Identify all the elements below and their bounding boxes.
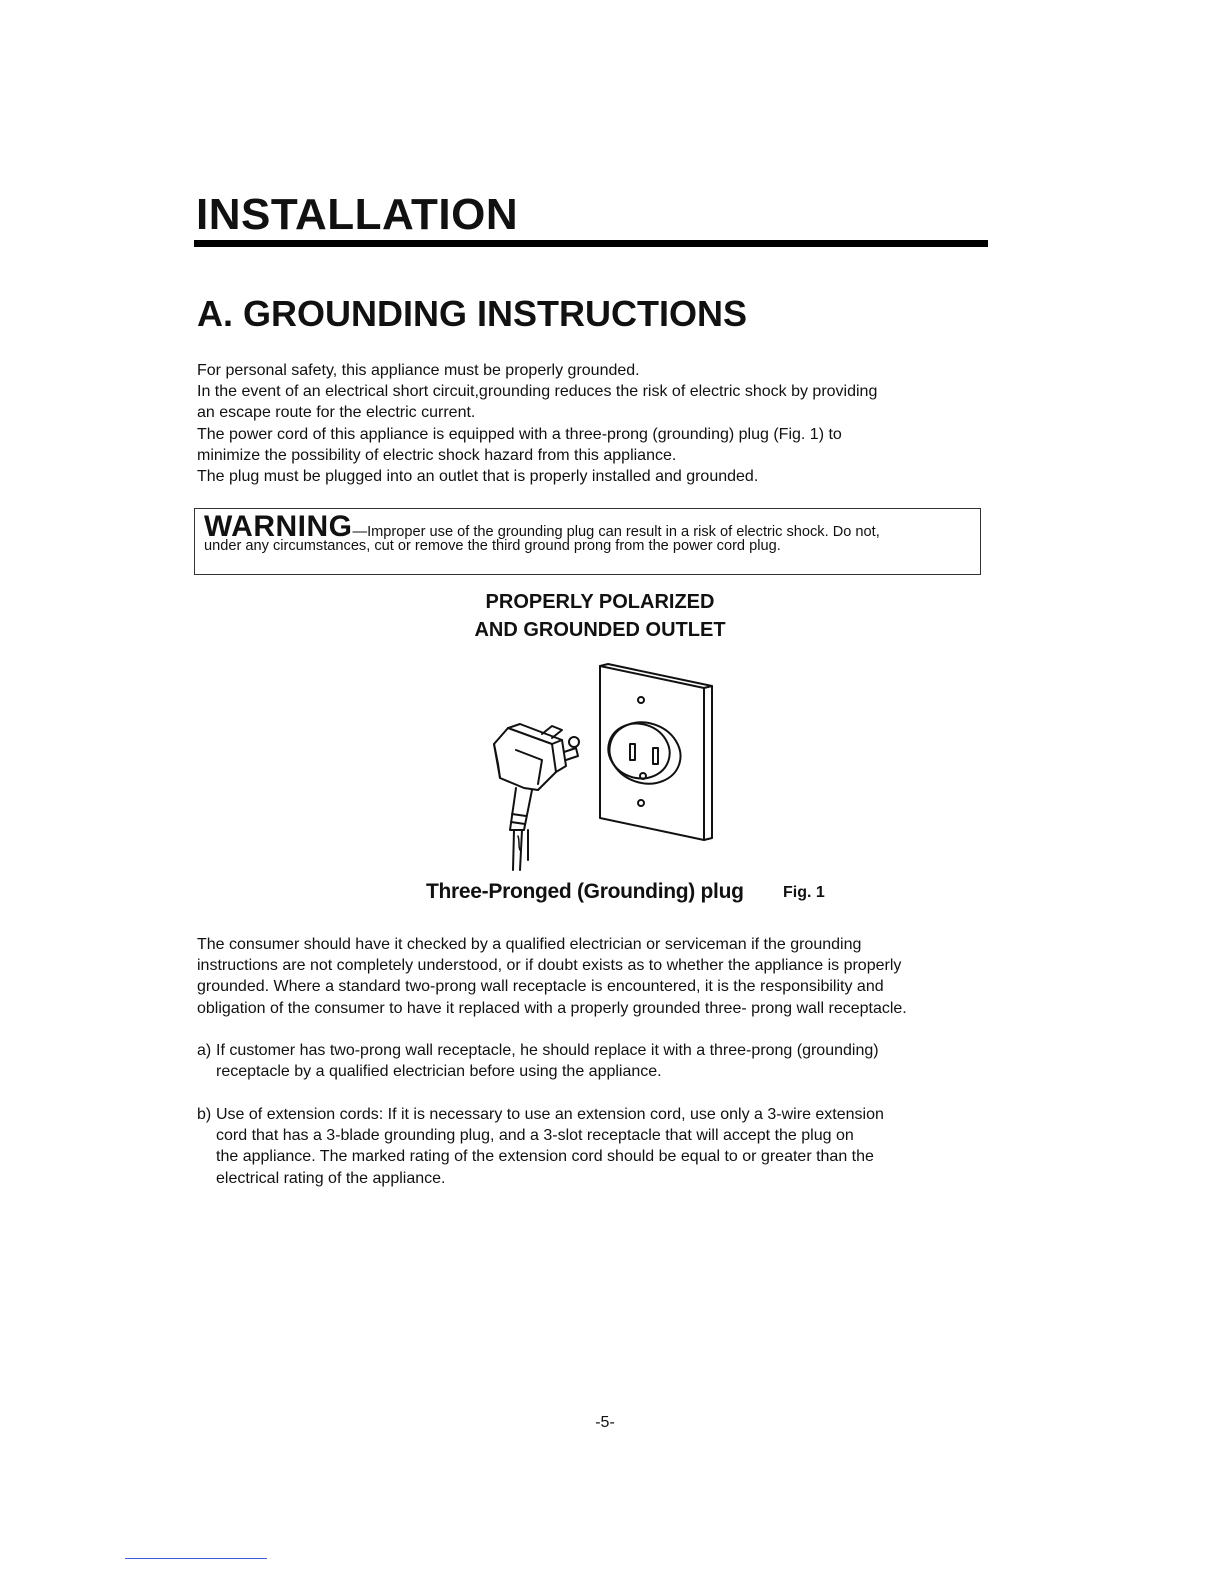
list-item-line: If customer has two-prong wall receptacle, he should replace it with a three-prong (grounding)	[216, 1042, 879, 1059]
warning-text: —Improper use of the grounding plug can result in a risk of electric shock. Do not,	[352, 524, 880, 540]
intro-line: minimize the possibility of electric shock hazard from this appliance.	[197, 446, 677, 464]
plug-head	[494, 728, 556, 790]
intro-paragraph	[197, 360, 987, 487]
page-number: -5-	[595, 1414, 615, 1431]
list-item	[197, 1040, 997, 1082]
intro-line: an escape route for the electric current.	[197, 404, 476, 422]
figure-heading	[400, 588, 800, 644]
list-item	[197, 1104, 997, 1189]
list-item-line: electrical rating of the appliance.	[216, 1169, 446, 1187]
list-item-line: the appliance. The marked rating of the extension cord should be equal to or greater than the	[216, 1148, 874, 1166]
intro-line: For personal safety, this appliance must be properly grounded.	[197, 362, 640, 379]
warning-box	[194, 508, 981, 575]
receptacle-slot-right	[653, 748, 658, 764]
list-item-line: cord that has a 3-blade grounding plug, and a 3-slot receptacle that will accept the plug on	[216, 1127, 854, 1145]
list-marker: b)	[197, 1106, 212, 1123]
list-marker: a)	[197, 1042, 212, 1059]
intro-line: The plug must be plugged into an outlet that is properly installed and grounded.	[197, 468, 759, 486]
three-prong-plug-and-outlet-icon	[480, 660, 720, 876]
list-item-text	[216, 1104, 997, 1189]
plug-prong-ground	[569, 737, 579, 747]
intro-line: In the event of an electrical short circuit,grounding reduces the risk of electric shock by providing	[197, 383, 878, 401]
page-title: INSTALLATION	[196, 190, 519, 239]
warning-text: under any circumstances, cut or remove the third ground prong from the power cord plug.	[204, 538, 781, 554]
paragraph-line: obligation of the consumer to have it replaced with a properly grounded three- prong wall receptacle.	[197, 999, 907, 1017]
paragraph-line: grounded. Where a standard two-prong wall receptacle is encountered, it is the responsibility and	[197, 978, 884, 996]
title-divider	[194, 240, 988, 247]
plug-prong-side	[564, 748, 578, 760]
figure-caption: Three-Pronged (Grounding) plug	[426, 880, 744, 903]
footer-link-underline[interactable]	[125, 1558, 267, 1559]
paragraph-line: The consumer should have it checked by a qualified electrician or serviceman if the grounding	[197, 936, 862, 953]
figure-heading-line: AND GROUNDED OUTLET	[474, 619, 726, 641]
section-title: A. GROUNDING INSTRUCTIONS	[197, 293, 748, 334]
intro-line: The power cord of this appliance is equipped with a three-prong (grounding) plug (Fig. 1) to	[197, 425, 842, 443]
list-item-line: receptacle by a qualified electrician before using the appliance.	[216, 1063, 662, 1081]
figure-heading-line: PROPERLY POLARIZED	[485, 591, 715, 613]
figure-label: Fig. 1	[783, 884, 825, 901]
consumer-paragraph	[197, 934, 997, 1019]
list-item-line: Use of extension cords: If it is necessary to use an extension cord, use only a 3-wire extension	[216, 1106, 884, 1123]
receptacle-slot-left	[630, 744, 635, 760]
list-item-text	[216, 1040, 997, 1082]
paragraph-line: instructions are not completely understood, or if doubt exists as to whether the appliance is properly	[197, 957, 902, 975]
warning-label: WARNING	[204, 510, 353, 543]
